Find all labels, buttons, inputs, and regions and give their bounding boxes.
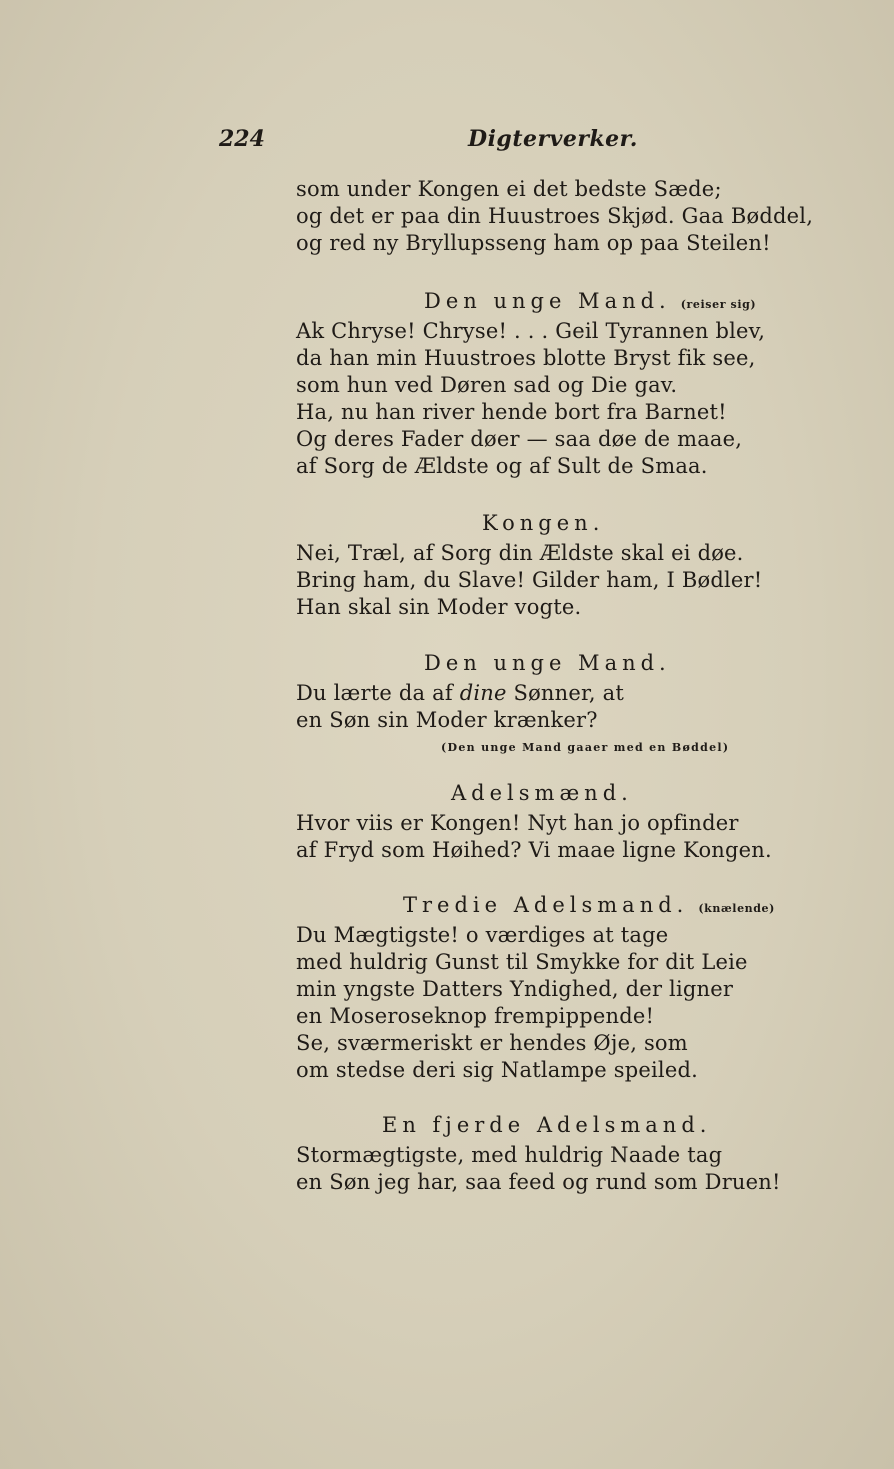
verse-line: som hun ved Døren sad og Die gav. bbox=[296, 373, 678, 397]
verse-line: en Moseroseknop frempippende! bbox=[296, 1004, 655, 1028]
speech-third-nobleman bbox=[296, 892, 816, 1084]
speaker-name: Tredie Adelsmand. bbox=[403, 893, 689, 917]
verse-line: Og deres Fader døer — saa døe de maae, bbox=[296, 427, 743, 451]
verse-line: Du Mægtigste! o værdiges at tage bbox=[296, 923, 669, 947]
verse-line: og det er paa din Huustroes Skjød. Gaa Bøddel, bbox=[296, 204, 814, 228]
speech-young-man-2 bbox=[296, 650, 816, 754]
verse-line: Se, sværmeriskt er hendes Øje, som bbox=[296, 1031, 688, 1055]
page-number: 224 bbox=[219, 126, 265, 152]
verse-line: Nei, Træl, af Sorg din Ældste skal ei døe. bbox=[296, 541, 744, 565]
speaker-name: Den unge Mand. bbox=[424, 651, 671, 675]
speaker-heading bbox=[296, 288, 816, 318]
verse-line: Ha, nu han river hende bort fra Barnet! bbox=[296, 400, 727, 424]
speaker-heading bbox=[296, 1112, 816, 1142]
speech-noblemen bbox=[296, 780, 816, 864]
speaker-heading bbox=[296, 780, 816, 810]
verse-line: af Sorg de Ældste og af Sult de Smaa. bbox=[296, 454, 708, 478]
speech-fourth-nobleman bbox=[296, 1112, 816, 1196]
verse-line: min yngste Datters Yndighed, der ligner bbox=[296, 977, 734, 1001]
speech-young-man-1 bbox=[296, 288, 816, 480]
verse-line: af Fryd som Høihed? Vi maae ligne Kongen. bbox=[296, 838, 772, 862]
verse-line: med huldrig Gunst til Smykke for dit Leie bbox=[296, 950, 748, 974]
speech-king bbox=[296, 510, 816, 621]
speaker-name: Den unge Mand. bbox=[424, 289, 671, 313]
verse-line: om stedse deri sig Natlampe speiled. bbox=[296, 1058, 698, 1082]
stage-direction: (knælende) bbox=[698, 902, 775, 915]
page-header bbox=[0, 126, 894, 160]
speaker-name: Adelsmænd. bbox=[451, 781, 633, 805]
verse-line: Du lærte da af dine Sønner, at bbox=[296, 681, 625, 705]
verse-line: Bring ham, du Slave! Gilder ham, I Bødler! bbox=[296, 568, 763, 592]
verse-block-opening bbox=[296, 176, 816, 257]
verse-line: Hvor viis er Kongen! Nyt han jo opfinder bbox=[296, 811, 739, 835]
speaker-name: En fjerde Adelsmand. bbox=[382, 1113, 712, 1137]
verse-line: en Søn sin Moder krænker? bbox=[296, 708, 598, 732]
verse-line: da han min Huustroes blotte Bryst fik see, bbox=[296, 346, 756, 370]
stage-direction: (Den unge Mand gaaer med en Bøddel) bbox=[441, 741, 730, 754]
verse-line: Ak Chryse! Chryse! . . . Geil Tyrannen blev, bbox=[296, 319, 766, 343]
stage-direction: (reiser sig) bbox=[680, 298, 757, 311]
verse-line: Stormægtigste, med huldrig Naade tag bbox=[296, 1143, 723, 1167]
speaker-heading bbox=[296, 892, 816, 922]
emphasized-word: dine bbox=[459, 681, 507, 705]
speaker-name: Kongen. bbox=[482, 511, 605, 535]
speaker-heading bbox=[296, 510, 816, 540]
verse-line: og red ny Bryllupsseng ham op paa Steilen! bbox=[296, 231, 771, 255]
running-title: Digterverker. bbox=[468, 126, 638, 152]
speaker-heading bbox=[296, 650, 816, 680]
verse-line: som under Kongen ei det bedste Sæde; bbox=[296, 177, 722, 201]
verse-line: Han skal sin Moder vogte. bbox=[296, 595, 582, 619]
verse-line: en Søn jeg har, saa feed og rund som Druen! bbox=[296, 1170, 781, 1194]
